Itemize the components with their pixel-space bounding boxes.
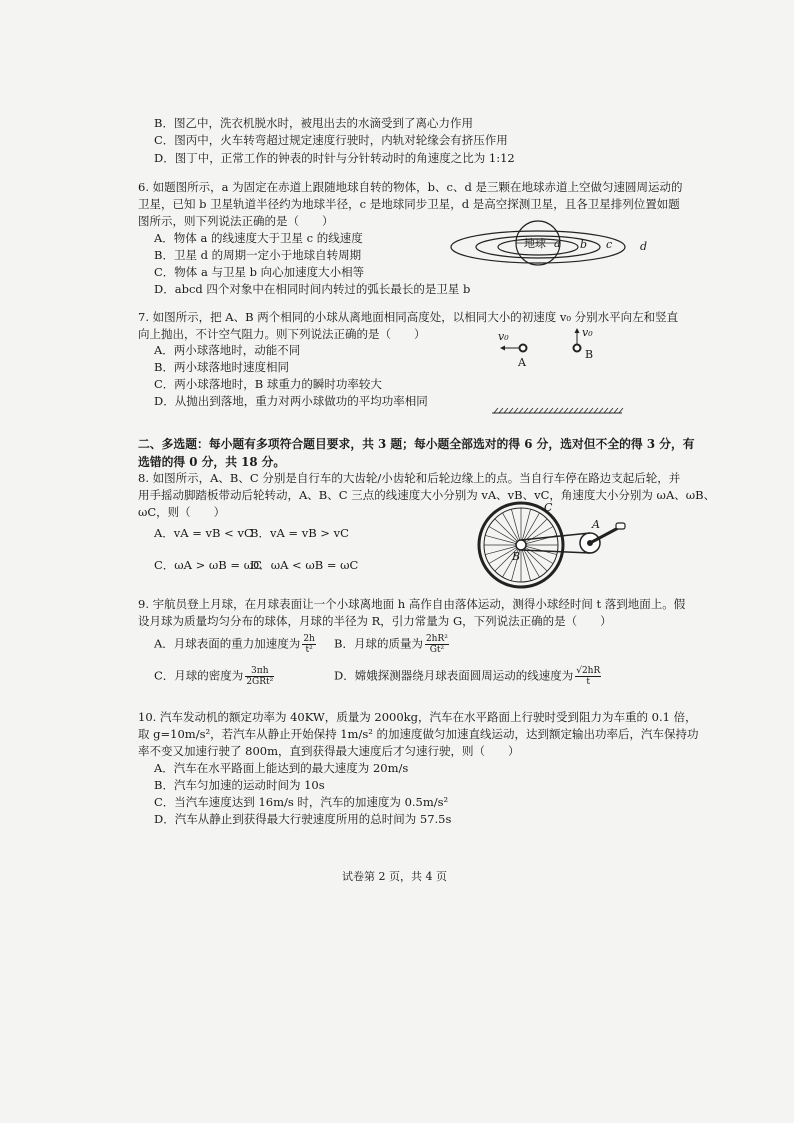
- label-d: d: [640, 240, 648, 253]
- hatch-mark: [494, 408, 498, 413]
- section2-heading-line2: 选错的得 0 分，共 18 分。: [138, 455, 286, 469]
- q7-option-d: D．从抛出到落地，重力对两小球做功的平均功率相同: [154, 394, 428, 408]
- chain-bottom: [521, 550, 590, 553]
- q8-option-c: C．ωA > ωB = ωC: [154, 558, 262, 572]
- hatch-mark: [589, 408, 593, 413]
- q8-stem-line3: ωC，则（ ）: [138, 505, 226, 519]
- hatch-mark: [499, 408, 503, 413]
- hatch-mark: [514, 408, 518, 413]
- q7-option-c: C．两小球落地时，B 球重力的瞬时功率较大: [154, 377, 382, 391]
- q6-option-c: C．物体 a 与卫星 b 向心加速度大小相等: [154, 265, 365, 279]
- hatch-mark: [594, 408, 598, 413]
- section2-heading-line1: 二、多选题：每小题有多项符合题目要求，共 3 题；每小题全部选对的得 6 分，选对但不全的得 3 分，有: [138, 437, 695, 451]
- point-b-label: B: [512, 550, 521, 563]
- q8-option-b: B．vA = vB > vC: [250, 526, 349, 540]
- q9-option-c-text: C．月球的密度为: [154, 668, 244, 683]
- hatch-mark: [604, 408, 608, 413]
- q9-option-c: [154, 666, 276, 687]
- hatch-mark: [554, 408, 558, 413]
- hatch-mark: [544, 408, 548, 413]
- q6-stem-line2: 卫星，已知 b 卫星轨道半径约为地球半径，c 是地球同步卫星，d 是高空探测卫星，且各卫星排列位置如题: [138, 197, 680, 211]
- q6-option-d: D．abcd 四个对象中在相同时间内转过的弧长最长的是卫星 b: [154, 282, 471, 296]
- label-a: a: [554, 237, 561, 250]
- point-a-label: A: [592, 518, 600, 531]
- q8-stem-line2: 用手摇动脚踏板带动后轮转动，A、B、C 三点的线速度大小分别为 vA、vB、vC，角速度大小分别为 ωA、ωB、: [138, 488, 716, 502]
- q8-stem-line1: 8. 如图所示，A、B、C 分别是自行车的大齿轮/小齿轮和后轮边缘上的点。当自行车停在路边支起后轮，并: [138, 471, 681, 485]
- q9-option-a-fraction: [302, 634, 316, 655]
- hatch-mark: [564, 408, 568, 413]
- q10-option-d: D．汽车从静止到获得最大行驶速度所用的总时间为 57.5s: [154, 812, 452, 826]
- fraction-numerator: 3πh: [245, 666, 274, 677]
- fraction-denominator: 2GRt²: [246, 677, 274, 687]
- q10-stem-line3: 率不变又加速行驶了 800m，直到获得最大速度后才匀速行驶，则（ ）: [138, 744, 520, 758]
- hatch-mark: [619, 408, 623, 413]
- hatch-mark: [559, 408, 563, 413]
- ball-a: [520, 345, 527, 352]
- q7-projectile-figure: [490, 325, 630, 420]
- q7-stem-line1: 7. 如图所示，把 A、B 两个相同的小球从离地面相同高度处，以相同大小的初速度 v₀ 分别水平向左和竖直: [138, 310, 679, 324]
- q9-option-d: [334, 666, 603, 687]
- q5-option-b: B．图乙中，洗衣机脱水时，被甩出去的水滴受到了离心力作用: [154, 116, 473, 130]
- q7-option-b: B．两小球落地时速度相同: [154, 360, 289, 374]
- ball-b: [574, 345, 581, 352]
- q7-stem-line2: 向上抛出，不计空气阻力。则下列说法正确的是（ ）: [138, 327, 426, 341]
- q10-option-b: B．汽车匀加速的运动时间为 10s: [154, 778, 325, 792]
- fraction-numerator: 2h: [303, 634, 315, 644]
- hatch-mark: [549, 408, 553, 413]
- q9-option-a-text: A．月球表面的重力加速度为: [154, 636, 301, 651]
- chain-top: [521, 533, 590, 540]
- q5-option-d: D．图丁中，正常工作的钟表的时针与分针转动时的角速度之比为 1:12: [154, 151, 515, 165]
- q9-option-b-fraction: [425, 634, 449, 655]
- hatch-mark: [509, 408, 513, 413]
- point-c-label: C: [544, 501, 553, 514]
- hatch-mark: [539, 408, 543, 413]
- hatch-mark: [529, 408, 533, 413]
- q5-option-c: C．图丙中，火车转弯超过规定速度行驶时，内轨对轮缘会有挤压作用: [154, 133, 508, 147]
- hatch-mark: [569, 408, 573, 413]
- ball-a-label: A: [518, 356, 526, 369]
- hatch-mark: [609, 408, 613, 413]
- q10-option-c: C．当汽车速度达到 16m/s 时，汽车的加速度为 0.5m/s²: [154, 795, 449, 809]
- small-gear: [516, 540, 526, 550]
- ball-b-label: B: [585, 348, 594, 361]
- hatch-mark: [584, 408, 588, 413]
- earth-label: 地球: [524, 237, 546, 250]
- v0-label-a: v₀: [498, 330, 509, 343]
- q6-stem-line3: 图所示，则下列说法正确的是（ ）: [138, 214, 334, 228]
- hatch-mark: [524, 408, 528, 413]
- q7-option-a: A．两小球落地时，动能不同: [154, 343, 301, 357]
- hatch-mark: [599, 408, 603, 413]
- page-footer: 试卷第 2 页，共 4 页: [342, 870, 447, 883]
- q6-orbit-figure: [450, 218, 660, 276]
- hatch-mark: [579, 408, 583, 413]
- hatch-mark: [519, 408, 523, 413]
- q8-option-d: D．ωA < ωB = ωC: [250, 558, 359, 572]
- arrowhead-up: [575, 328, 580, 333]
- hatch-mark: [614, 408, 618, 413]
- q6-stem-line1: 6. 如题图所示，a 为固定在赤道上跟随地球自转的物体，b、c、d 是三颗在地球赤道上空做匀速圆周运动的: [138, 180, 683, 194]
- q9-option-b-text: B．月球的质量为: [334, 636, 423, 651]
- q6-option-a: A．物体 a 的线速度大于卫星 c 的线速度: [154, 231, 363, 245]
- hatch-mark: [534, 408, 538, 413]
- q9-option-d-fraction: [575, 666, 601, 687]
- fraction-denominator: t: [586, 677, 591, 687]
- hatch-mark: [504, 408, 508, 413]
- q6-option-b: B．卫星 d 的周期一定小于地球自转周期: [154, 248, 362, 262]
- q9-stem-line1: 9. 宇航员登上月球，在月球表面让一个小球离地面 h 高作自由落体运动，测得小球经时间 t 落到地面上。假: [138, 597, 686, 611]
- q10-stem-line1: 10. 汽车发动机的额定功率为 40KW，质量为 2000kg，汽车在水平路面上行驶时受到阻力为车重的 0.1 倍，: [138, 710, 697, 724]
- fraction-denominator: Gt²: [429, 645, 445, 655]
- fraction-numerator: 2hR²: [425, 634, 448, 644]
- q9-option-c-fraction: [245, 666, 274, 687]
- q8-option-a: A．vA = vB < vC: [154, 526, 253, 540]
- q10-stem-line2: 取 g=10m/s²，若汽车从静止开始保持 1m/s² 的加速度做匀加速直线运动，达到额定输出功率后，汽车保持功: [138, 727, 699, 741]
- pedal: [616, 523, 625, 529]
- hatch-mark: [574, 408, 578, 413]
- arrowhead-left: [500, 346, 505, 351]
- q9-option-d-text: D．嫦娥探测器绕月球表面圆周运动的线速度为: [334, 668, 574, 683]
- ground-hatch: [494, 408, 623, 413]
- fraction-numerator: √2hR: [576, 666, 601, 676]
- label-c: c: [606, 238, 613, 251]
- q9-option-b: [334, 634, 451, 655]
- q9-stem-line2: 设月球为质量均匀分布的球体，月球的半径为 R，引力常量为 G，下列说法正确的是（ ）: [138, 614, 612, 628]
- q10-option-a: A．汽车在水平路面上能达到的最大速度为 20m/s: [154, 761, 409, 775]
- q9-option-a: [154, 634, 318, 655]
- v0-label-b: v₀: [582, 326, 593, 339]
- q8-bicycle-figure: [478, 500, 638, 592]
- label-b: b: [580, 238, 588, 251]
- fraction-denominator: t²: [305, 645, 313, 655]
